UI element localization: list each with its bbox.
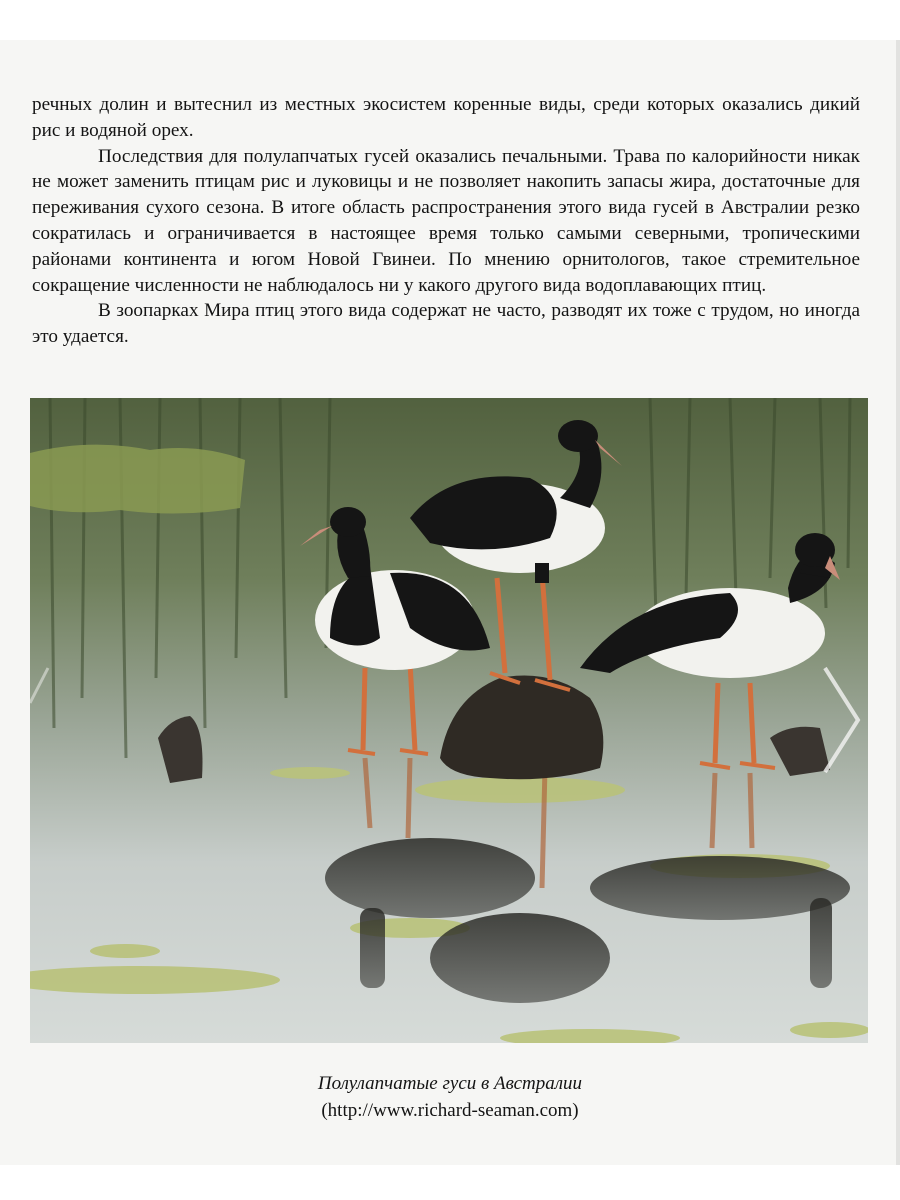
paragraph-zoos: В зоопарках Мира птиц этого вида содержат не часто, разводят их тоже с трудом, но иногда это удается.: [32, 300, 860, 348]
floating-vegetation: [30, 445, 245, 514]
geese-photo: [30, 398, 868, 1043]
body-text: [32, 92, 860, 350]
paragraph-consequences: Последствия для полулапчатых гусей оказались печальными. Трава по калорийности никак не может заменить птицам рис и луковицы и не позволяет накопить запасы жира, достаточные для переживания сухого сезона. В итоге область распространения этого вида гусей в Австралии резко сократилась и ограничивается в настоящее время только самыми северными, тропическими районами континента и югом Новой Гвинеи. По мнению орнитологов, такое стремительное сокращение численности не наблюдалось ни у какого другого вида водоплавающих птиц.: [32, 145, 860, 296]
caption-title: Полулапчатые гуси в Австралии: [317, 1073, 583, 1094]
caption-source: (http://www.richard-seaman.com): [321, 1100, 579, 1121]
photo-caption: [0, 1070, 900, 1124]
paragraph-continuation: речных долин и вытеснил из местных экосистем коренные виды, среди которых оказались дикий рис и водяной орех.: [32, 94, 860, 141]
page-edge-shadow: [896, 40, 900, 1165]
